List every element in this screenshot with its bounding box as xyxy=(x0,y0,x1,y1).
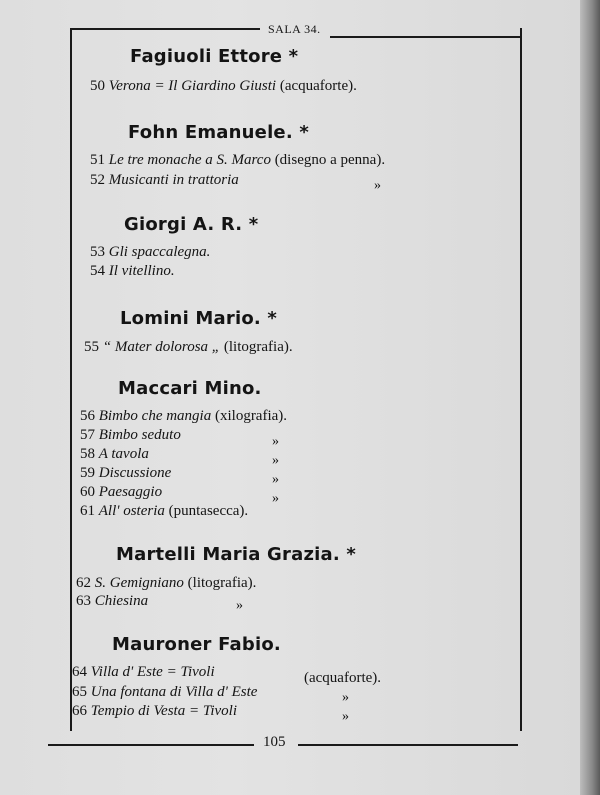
top-rule-right xyxy=(330,36,520,38)
entry-number: 56 xyxy=(80,408,95,424)
catalog-entry xyxy=(72,684,257,701)
artist-heading: Lomini Mario. * xyxy=(120,308,278,329)
bottom-rule-left xyxy=(48,744,254,746)
artist-heading: Mauroner Fabio. xyxy=(112,634,281,655)
entry-title: Villa d' Este = Tivoli xyxy=(90,664,215,680)
entry-title: Bimbo che mangia xyxy=(98,408,212,424)
catalog-entry xyxy=(80,427,181,444)
entry-technique: (acquaforte). xyxy=(279,78,357,94)
entry-number: 59 xyxy=(80,465,95,481)
entry-number: 50 xyxy=(90,78,105,94)
entry-title: A tavola xyxy=(98,446,149,462)
entry-title: Musicanti in trattoria xyxy=(108,172,239,188)
entry-technique: (xilografia). xyxy=(214,408,288,424)
entry-technique: (acquaforte). xyxy=(304,670,382,686)
entry-number: 62 xyxy=(76,575,91,591)
entry-number: 58 xyxy=(80,446,95,462)
book-spine-edge xyxy=(580,0,600,795)
entry-title: Tempio di Vesta = Tivoli xyxy=(90,703,237,719)
artist-heading: Giorgi A. R. * xyxy=(124,214,259,235)
page-number: 105 xyxy=(263,734,286,750)
entry-number: 54 xyxy=(90,263,105,279)
catalog-entry xyxy=(90,244,210,261)
ditto-mark: » xyxy=(342,709,349,724)
top-rule-left xyxy=(70,28,260,30)
entry-title: Verona = Il Giardino Giusti xyxy=(108,78,277,94)
ditto-mark: » xyxy=(374,178,381,193)
entry-technique: (litografia). xyxy=(187,575,257,591)
entry-title: Chiesina xyxy=(94,593,149,609)
entry-title: Paesaggio xyxy=(98,484,163,500)
catalog-entry xyxy=(90,78,357,95)
catalog-entry xyxy=(90,172,239,189)
catalog-entry xyxy=(90,263,175,280)
catalog-entry xyxy=(80,484,162,501)
catalog-entry-technique xyxy=(304,670,381,687)
entry-number: 63 xyxy=(76,593,91,609)
catalog-entry xyxy=(80,446,149,463)
entry-number: 65 xyxy=(72,684,87,700)
catalog-entry xyxy=(76,593,148,610)
ditto-mark: » xyxy=(342,690,349,705)
catalog-entry xyxy=(72,664,215,681)
catalog-entry xyxy=(84,339,293,356)
entry-title: Una fontana di Villa d' Este xyxy=(90,684,258,700)
entry-number: 53 xyxy=(90,244,105,260)
artist-heading: Fagiuoli Ettore * xyxy=(130,46,299,67)
entry-technique: (puntasecca). xyxy=(168,503,249,519)
entry-number: 52 xyxy=(90,172,105,188)
entry-number: 61 xyxy=(80,503,95,519)
entry-title: Le tre monache a S. Marco xyxy=(108,152,271,168)
catalog-entry xyxy=(76,575,256,592)
artist-heading: Martelli Maria Grazia. * xyxy=(116,544,356,565)
ditto-mark: » xyxy=(272,472,279,487)
entry-title: Il vitellino. xyxy=(108,263,175,279)
catalog-entry xyxy=(80,465,171,482)
catalog-entry xyxy=(90,152,385,169)
artist-heading: Fohn Emanuele. * xyxy=(128,122,309,143)
catalog-entry xyxy=(80,503,248,520)
artist-heading: Maccari Mino. xyxy=(118,378,262,399)
entry-title: Gli spaccalegna. xyxy=(108,244,211,260)
entry-number: 55 xyxy=(84,339,99,355)
catalog-entry xyxy=(72,703,237,720)
ditto-mark: » xyxy=(272,491,279,506)
entry-number: 51 xyxy=(90,152,105,168)
catalog-entry xyxy=(80,408,287,425)
entry-title: “ Mater dolorosa „ xyxy=(102,339,221,355)
entry-technique: (litografia). xyxy=(223,339,293,355)
entry-number: 57 xyxy=(80,427,95,443)
entry-technique: (disegno a penna). xyxy=(274,152,386,168)
ditto-mark: » xyxy=(272,434,279,449)
entry-title: Bimbo seduto xyxy=(98,427,181,443)
entry-number: 60 xyxy=(80,484,95,500)
entry-number: 64 xyxy=(72,664,87,680)
ditto-mark: » xyxy=(272,453,279,468)
ditto-mark: » xyxy=(236,598,243,613)
entry-title: S. Gemigniano xyxy=(94,575,184,591)
entry-title: Discussione xyxy=(98,465,172,481)
running-head: SALA 34. xyxy=(268,22,321,36)
entry-number: 66 xyxy=(72,703,87,719)
entry-title: All' osteria xyxy=(98,503,165,519)
bottom-rule-right xyxy=(298,744,518,746)
